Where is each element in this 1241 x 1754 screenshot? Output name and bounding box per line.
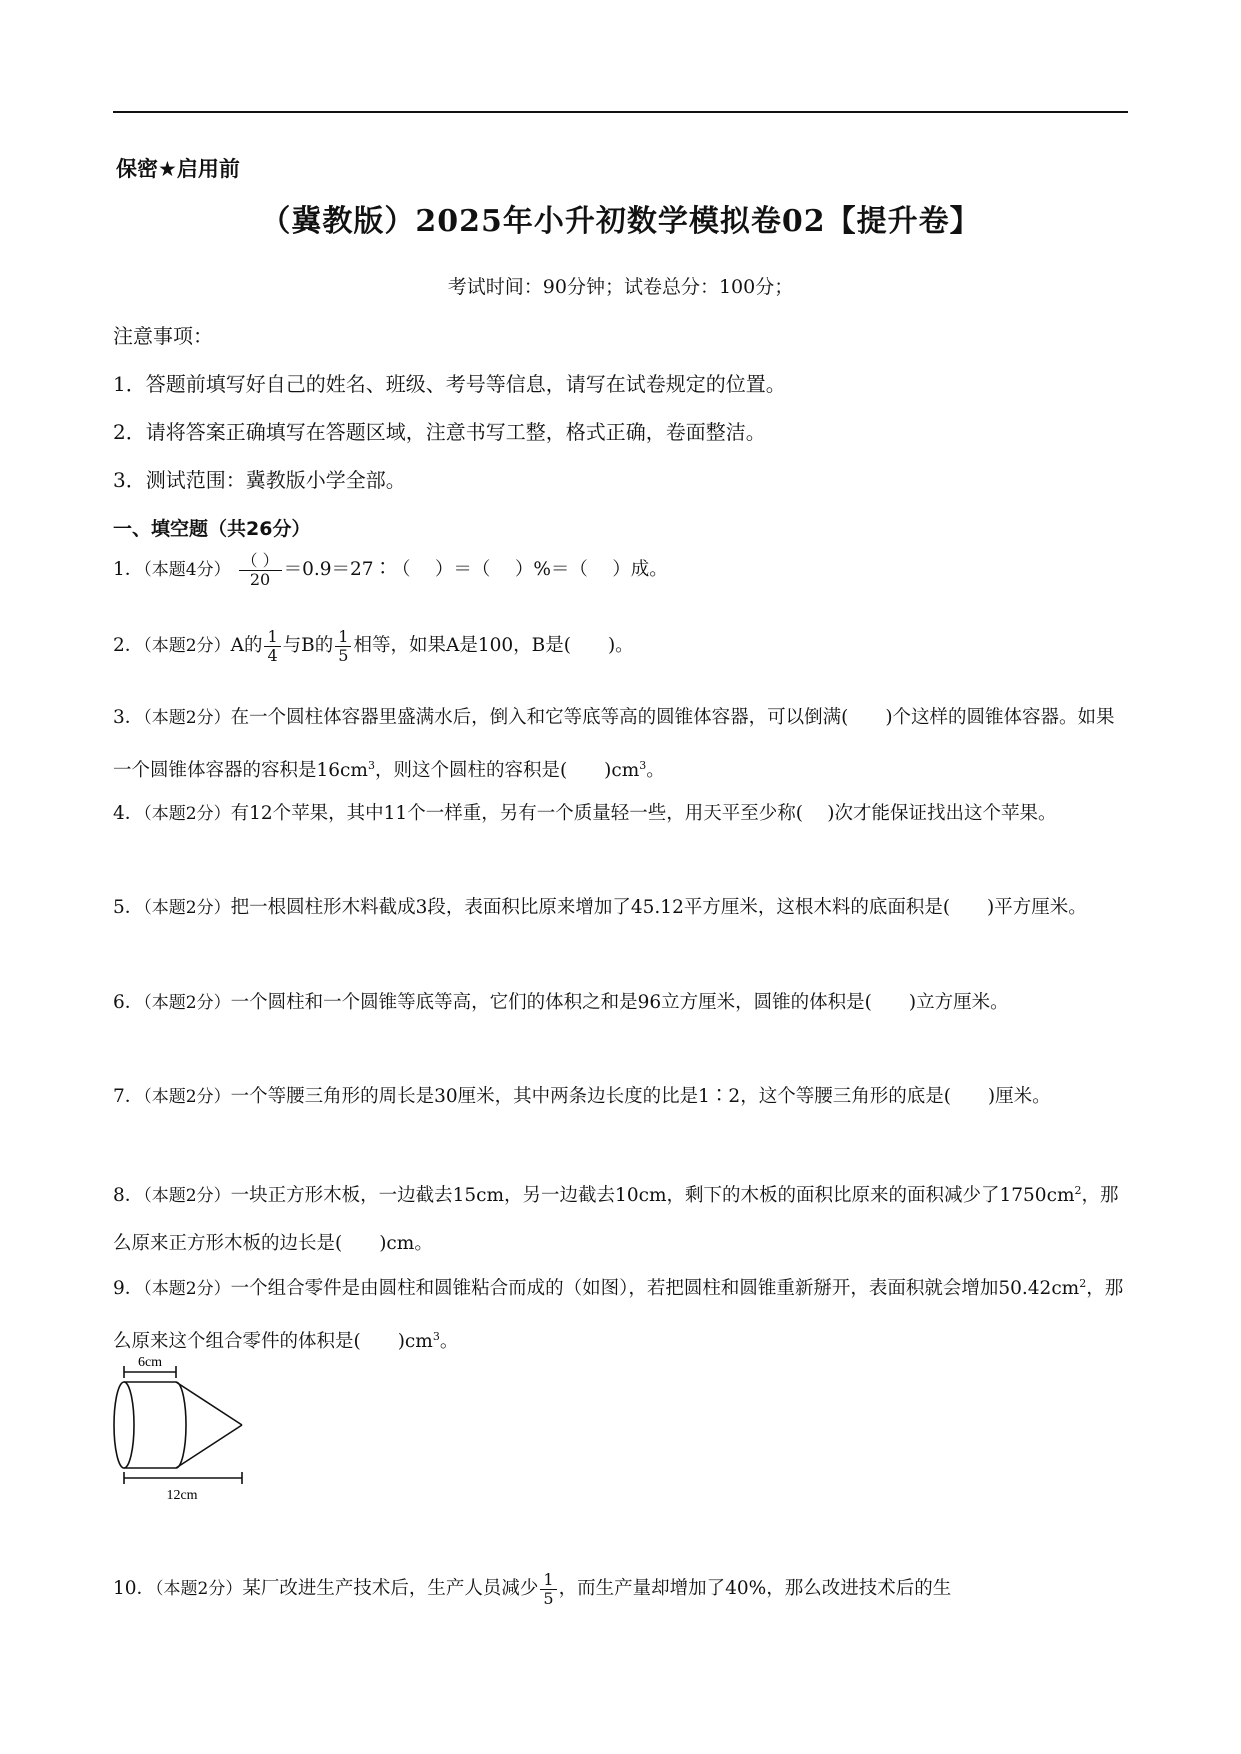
question-text: 有12个苹果，其中11个一样重，另有一个质量轻一些，用天平至少称( )次才能保证找出这个苹果。: [230, 803, 1057, 824]
question-text: 一块正方形木板，一边截去15cm，另一边截去10cm，剩下的木板的面积比原来的面积减少了1750cm: [230, 1185, 1075, 1207]
question-text: ，则这个圆柱的容积是( )cm: [374, 760, 640, 782]
fraction-denominator: 5: [338, 645, 349, 665]
note-item-3: 3．测试范围：冀教版小学全部。: [113, 468, 406, 492]
question-text: ，那么原来这个组合零件的体积是( )cm: [113, 1278, 1124, 1353]
question-number: 10．: [113, 1578, 156, 1599]
figure-label-top: 6cm: [137, 1355, 163, 1370]
question-number: 1．: [113, 559, 144, 580]
question-points: （本题2分）: [143, 804, 231, 824]
question-points: （本题2分）: [143, 993, 231, 1013]
question-points: （本题2分）: [155, 1579, 243, 1599]
question-points: （本题2分）: [143, 1087, 231, 1107]
note-item-2: 2．请将答案正确填写在答题区域，注意书写工整，格式正确，卷面整洁。: [113, 420, 766, 444]
exam-title: （冀教版）2025年小升初数学模拟卷02【提升卷】: [260, 204, 981, 239]
note-item-1: 1．答题前填写好自己的姓名、班级、考号等信息，请写在试卷规定的位置。: [113, 372, 786, 396]
question-text: 。: [439, 1331, 459, 1353]
cylinder-end-ellipse: [114, 1382, 134, 1468]
question-number: 7．: [113, 1086, 144, 1107]
question-number: 2．: [113, 635, 144, 656]
question-text: ，那么原来正方形木板的边长是( )cm。: [113, 1185, 1119, 1255]
figure-label-bottom: 12cm: [166, 1488, 198, 1503]
question-number: 8．: [113, 1185, 144, 1207]
fraction-denominator: 20: [249, 569, 271, 589]
question-text: 把一根圆柱形木料截成3段，表面积比原来增加了45.12平方厘米，这根木料的底面积是( )平方厘米。: [230, 897, 1087, 918]
superscript: 2: [1074, 1184, 1082, 1197]
question-text: ＝0.9＝27∶（ ）＝（ ）%＝（ ）成。: [283, 559, 668, 580]
question-text: 一个等腰三角形的周长是30厘米，其中两条边长度的比是1∶2，这个等腰三角形的底是( )厘米。: [230, 1086, 1051, 1107]
question-points: （本题2分）: [143, 1279, 231, 1300]
fraction-numerator: （ ）: [239, 552, 282, 571]
fraction-numerator: 1: [264, 628, 280, 647]
superscript: 2: [1079, 1277, 1087, 1290]
question-5: [113, 884, 1131, 932]
question-6: [113, 979, 1131, 1027]
fraction: [335, 628, 351, 664]
fraction: [264, 628, 280, 664]
question-7: [113, 1073, 1131, 1121]
question-number: 3．: [113, 707, 144, 728]
superscript: 3: [367, 759, 375, 772]
question-3: [113, 694, 1131, 795]
fraction-denominator: 4: [267, 645, 278, 665]
question-8: [113, 1167, 1131, 1268]
question-text: 某厂改进生产技术后，生产人员减少: [242, 1578, 539, 1599]
question-2: [113, 622, 1131, 670]
fraction-numerator: 1: [540, 1571, 556, 1590]
question-points: （本题2分）: [143, 708, 231, 728]
confidential-label: 保密★启用前: [116, 157, 240, 181]
cylinder-joint-ellipse: [176, 1382, 186, 1468]
question-number: 9．: [113, 1278, 144, 1300]
cylinder-cone-figure: [110, 1352, 260, 1507]
header-rule: [113, 111, 1128, 113]
question-1: [113, 546, 1131, 594]
fraction-denominator: 5: [543, 1588, 554, 1608]
question-text: 一个组合零件是由圆柱和圆锥粘合而成的（如图），若把圆柱和圆锥重新掰开，表面积就会增加50.42cm: [230, 1278, 1080, 1300]
question-points: （本题2分）: [143, 898, 231, 918]
question-text: ，而生产量却增加了40%，那么改进技术后的生: [558, 1578, 952, 1599]
question-number: 6．: [113, 992, 144, 1013]
question-text: 一个圆柱和一个圆锥等底等高，它们的体积之和是96立方厘米，圆锥的体积是( )立方厘米。: [230, 992, 1009, 1013]
question-number: 5．: [113, 897, 144, 918]
question-text: 与B的: [282, 635, 334, 656]
fraction: [540, 1571, 556, 1607]
question-points: （本题4分）: [143, 560, 231, 580]
question-9: [113, 1260, 1131, 1366]
question-text: A的: [230, 635, 263, 656]
question-points: （本题2分）: [143, 636, 231, 656]
exam-subtitle: 考试时间：90分钟；试卷总分：100分；: [447, 276, 794, 298]
question-10: [113, 1565, 1131, 1613]
section-heading: 一、填空题（共26分）: [113, 518, 311, 540]
question-4: [113, 790, 1131, 838]
superscript: 3: [432, 1330, 440, 1344]
question-text: 相等，如果A是100，B是( )。: [353, 635, 634, 656]
fraction: [239, 552, 282, 588]
notes-heading: 注意事项：: [113, 324, 213, 348]
fraction-numerator: 1: [335, 628, 351, 647]
question-text: 。: [646, 760, 665, 782]
question-number: 4．: [113, 803, 144, 824]
question-text: 在一个圆柱体容器里盛满水后，倒入和它等底等高的圆锥体容器，可以倒满( )个这样的圆锥体容器。如果一个圆锥体容器的容积是16cm: [113, 707, 1115, 782]
question-points: （本题2分）: [143, 1186, 231, 1207]
superscript: 3: [639, 759, 647, 772]
